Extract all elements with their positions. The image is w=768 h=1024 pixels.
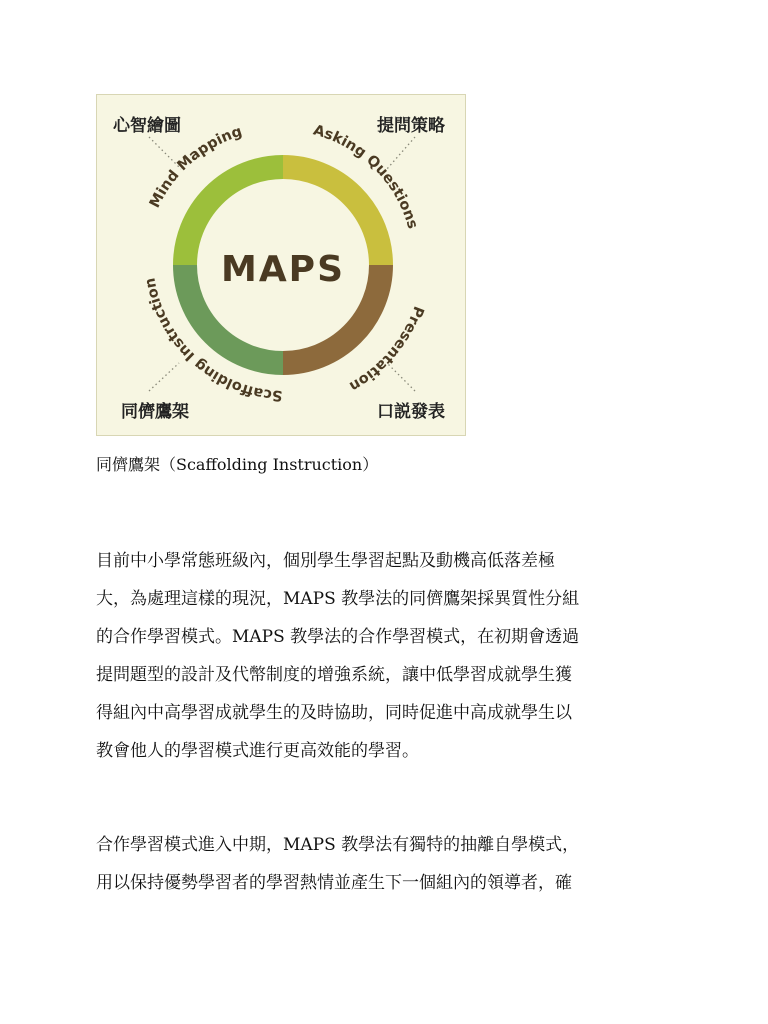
connector-top-right [387,137,415,169]
segment-label-presentation: Presentation [346,303,427,395]
paragraph-line: 得組內中高學習成就學生的及時協助，同時促進中高成就學生以 [96,703,572,723]
maps-diagram [96,94,466,436]
paragraph-line: 的合作學習模式。MAPS 教學法的合作學習模式，在初期會透過 [96,627,580,647]
maps-cycle-graphic [97,95,467,437]
corner-label-asking-questions: 提問策略 [377,116,445,136]
segment-label-mind-mapping: Mind Mapping [146,123,245,211]
paragraph-line: 提問題型的設計及代幣制度的增強系統，讓中低學習成就學生獲 [96,665,572,685]
paragraph-line: 用以保持優勢學習者的學習熱情並產生下一個組內的領導者，確 [96,873,572,893]
paragraph-2 [96,826,686,902]
paragraph-line: 目前中小學常態班級內，個別學生學習起點及動機高低落差極 [96,551,555,571]
paragraph-1 [96,542,686,770]
connector-bottom-right [387,363,415,391]
paragraph-line: 大，為處理這樣的現況，MAPS 教學法的同儕鷹架採異質性分組 [96,589,580,609]
figure-caption: 同儕鷹架（Scaffolding Instruction） [96,455,379,474]
corner-label-mind-mapping: 心智繪圖 [113,116,181,136]
corner-label-presentation: 口説發表 [377,402,445,422]
segment-label-asking-questions: Asking Questions [311,122,421,231]
connector-bottom-left [149,363,179,391]
paragraph-line: 合作學習模式進入中期，MAPS 教學法有獨特的抽離自學模式， [96,835,580,855]
corner-label-scaffolding: 同儕鷹架 [121,402,189,422]
center-label: MAPS [221,249,345,290]
paragraph-line: 教會他人的學習模式進行更高效能的學習。 [96,741,419,761]
segment-label-scaffolding-instruction: Scaffolding Instruction [142,276,284,404]
